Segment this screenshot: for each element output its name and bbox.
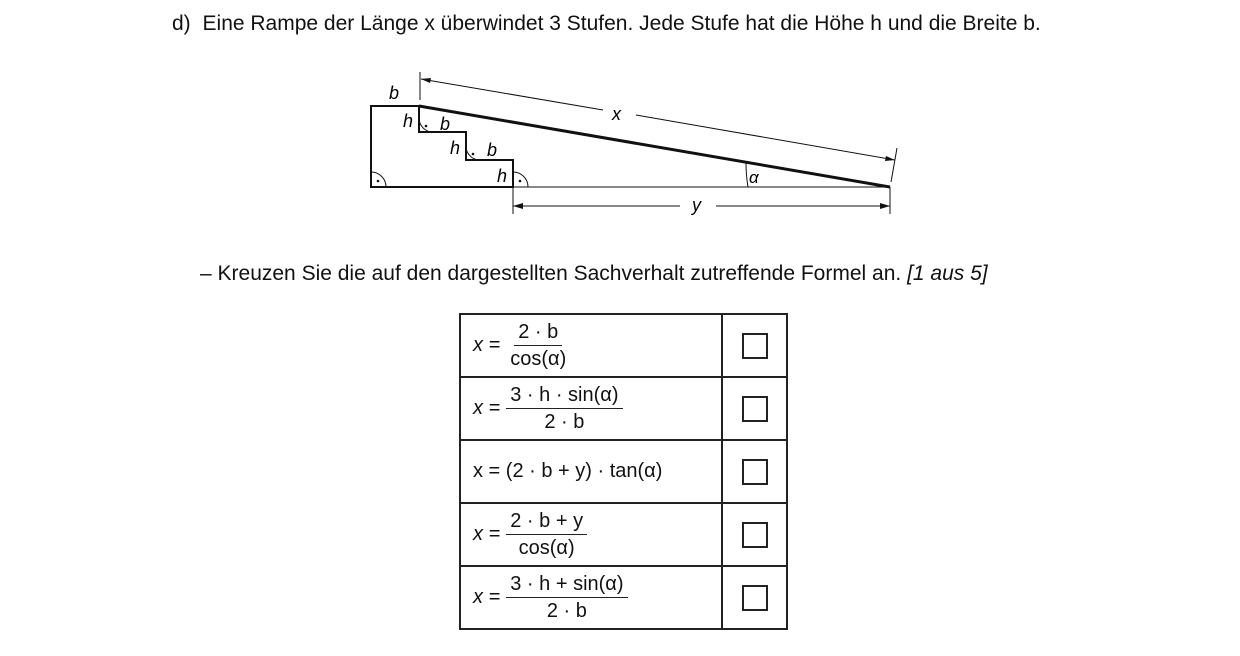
checkbox-cell bbox=[722, 566, 787, 629]
formula-denominator: 2 · b bbox=[544, 411, 585, 433]
formula-lhs: x = bbox=[473, 397, 501, 419]
task-label: d) bbox=[172, 12, 191, 35]
formula-cell bbox=[460, 377, 722, 440]
checkbox-cell bbox=[722, 503, 787, 566]
right-angle-corner bbox=[371, 172, 386, 187]
y-arrowhead-left bbox=[513, 203, 523, 209]
formula-lhs: x = bbox=[473, 586, 501, 608]
formula-cell bbox=[460, 440, 722, 503]
right-angle-dot bbox=[425, 125, 428, 128]
option-checkbox[interactable] bbox=[742, 585, 768, 611]
formula-cell bbox=[460, 503, 722, 566]
formula-inline: x = (2 · b + y) · tan(α) bbox=[473, 460, 663, 482]
y-arrowhead-right bbox=[880, 203, 890, 209]
label-x: x bbox=[612, 104, 621, 124]
checkbox-cell bbox=[722, 377, 787, 440]
task-text: Eine Rampe der Länge x überwindet 3 Stufen. Jede Stufe hat die Höhe h und die Breite b. bbox=[202, 12, 1041, 35]
option-row bbox=[460, 440, 787, 503]
right-angle-step2 bbox=[466, 145, 479, 160]
option-row bbox=[460, 566, 787, 629]
option-checkbox[interactable] bbox=[742, 522, 768, 548]
formula-numerator: 2 · b + y bbox=[506, 509, 587, 535]
label-b-2: b bbox=[487, 140, 498, 160]
x-dim-tick-right bbox=[891, 148, 897, 182]
option-checkbox[interactable] bbox=[742, 459, 768, 485]
formula-denominator: cos(α) bbox=[510, 348, 567, 370]
instruction bbox=[200, 262, 988, 286]
instruction-text: – Kreuzen Sie die auf den dargestellten Sachverhalt zutreffende Formel an. bbox=[200, 262, 902, 285]
label-alpha: α bbox=[749, 168, 759, 187]
formula-cell bbox=[460, 566, 722, 629]
option-row bbox=[460, 503, 787, 566]
option-row bbox=[460, 314, 787, 377]
option-row bbox=[460, 377, 787, 440]
label-b-1: b bbox=[440, 114, 451, 134]
instruction-hint: [1 aus 5] bbox=[907, 262, 988, 285]
x-arrowhead-right bbox=[885, 156, 895, 161]
label-b-top: b bbox=[389, 83, 400, 103]
formula-numerator: 3 · h · sin(α) bbox=[506, 383, 622, 409]
label-y: y bbox=[692, 195, 701, 215]
formula-lhs: x = bbox=[473, 523, 501, 545]
formula-numerator: 2 · b bbox=[514, 320, 562, 346]
label-h-3: h bbox=[497, 166, 508, 186]
label-h-2: h bbox=[450, 138, 461, 158]
right-angle-dot bbox=[472, 153, 475, 156]
checkbox-cell bbox=[722, 440, 787, 503]
option-checkbox[interactable] bbox=[742, 333, 768, 359]
right-angle-dot bbox=[377, 180, 380, 183]
option-checkbox[interactable] bbox=[742, 396, 768, 422]
ramp-diagram bbox=[0, 0, 1240, 240]
checkbox-cell bbox=[722, 314, 787, 377]
formula-cell bbox=[460, 314, 722, 377]
answer-table bbox=[459, 313, 788, 630]
alpha-arc bbox=[746, 163, 748, 187]
right-angle-dot bbox=[519, 180, 522, 183]
formula-lhs: x = bbox=[473, 334, 501, 356]
x-dim-line-a bbox=[421, 79, 603, 110]
formula-denominator: 2 · b bbox=[546, 600, 587, 622]
label-h-1: h bbox=[403, 111, 414, 131]
right-angle-step3 bbox=[513, 172, 528, 187]
formula-denominator: cos(α) bbox=[518, 537, 575, 559]
formula-numerator: 3 · h + sin(α) bbox=[506, 572, 627, 598]
x-dim-line-b bbox=[636, 115, 895, 160]
